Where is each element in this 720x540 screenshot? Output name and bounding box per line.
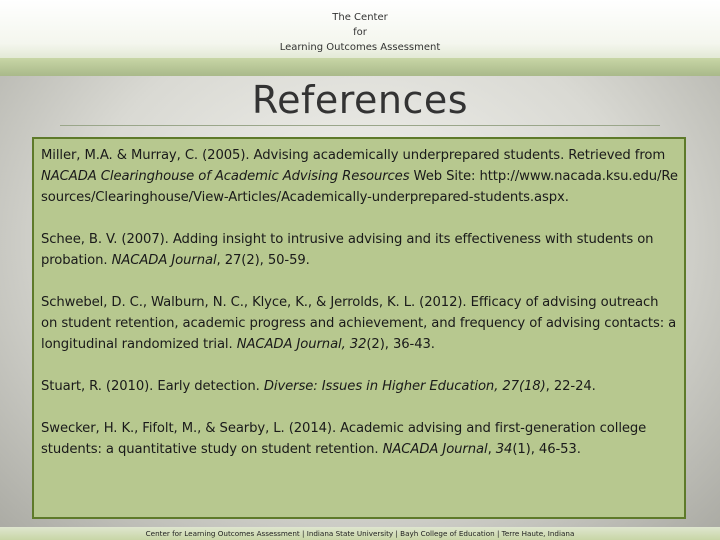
ref-text: , 27(2), 50-59.	[216, 253, 310, 268]
organization-name	[0, 10, 720, 55]
ref-text: Web Site:	[409, 169, 480, 184]
header-band	[0, 58, 720, 76]
ref-journal: NACADA Journal, 32	[236, 337, 367, 352]
ref-source-title: NACADA Clearinghouse of Academic Advising Resources	[41, 169, 410, 184]
references-box	[32, 137, 686, 519]
ref-text: , 22-24.	[545, 379, 596, 394]
ref-text: ,	[487, 442, 496, 457]
ref-journal: NACADA Journal	[111, 253, 217, 268]
ref-text: Swecker, H. K., Fifolt, M., & Searby, L. (2014). Academic advising and first-generation college students: a quantitative study on student retention.	[41, 421, 647, 457]
ref-text: Schee, B. V. (2007). Adding insight to intrusive advising and its effectiveness with students on probation.	[41, 232, 654, 268]
reference-miller-murray	[41, 145, 678, 208]
ref-volume: 34	[495, 442, 513, 457]
ref-text: Stuart, R. (2010). Early detection.	[41, 379, 264, 394]
slide-footer: Center for Learning Outcomes Assessment | Indiana State University | Bayh College of Education | Terre Haute, Indiana	[0, 527, 720, 540]
title-divider	[60, 125, 660, 126]
reference-schee	[41, 229, 678, 271]
ref-text: Miller, M.A. & Murray, C. (2005). Advising academically underprepared students. Retrieved from	[41, 148, 666, 163]
reference-url[interactable]: http://www.nacada.ksu.edu/Resources/Clearinghouse/View-Articles/Academically-underprepared-students.aspx	[41, 169, 678, 205]
org-line-3: Learning Outcomes Assessment	[279, 42, 441, 53]
ref-journal: Diverse: Issues in Higher Education, 27(18)	[263, 379, 546, 394]
ref-text: (2), 36-43.	[366, 337, 435, 352]
ref-text: (1), 46-53.	[512, 442, 581, 457]
ref-text: Schwebel, D. C., Walburn, N. C., Klyce, K., & Jerrolds, K. L. (2012). Efficacy of advising outreach on student retention, academic progress and achievement, and frequency of advising contacts: a longitudinal randomized trial.	[41, 295, 677, 352]
slide-title: References	[251, 78, 469, 122]
ref-text: .	[564, 190, 569, 205]
reference-stuart	[41, 376, 678, 397]
org-line-2: for	[353, 27, 367, 38]
reference-swecker	[41, 418, 678, 460]
org-line-1: The Center	[332, 12, 388, 23]
ref-journal: NACADA Journal	[382, 442, 488, 457]
reference-schwebel	[41, 292, 678, 355]
